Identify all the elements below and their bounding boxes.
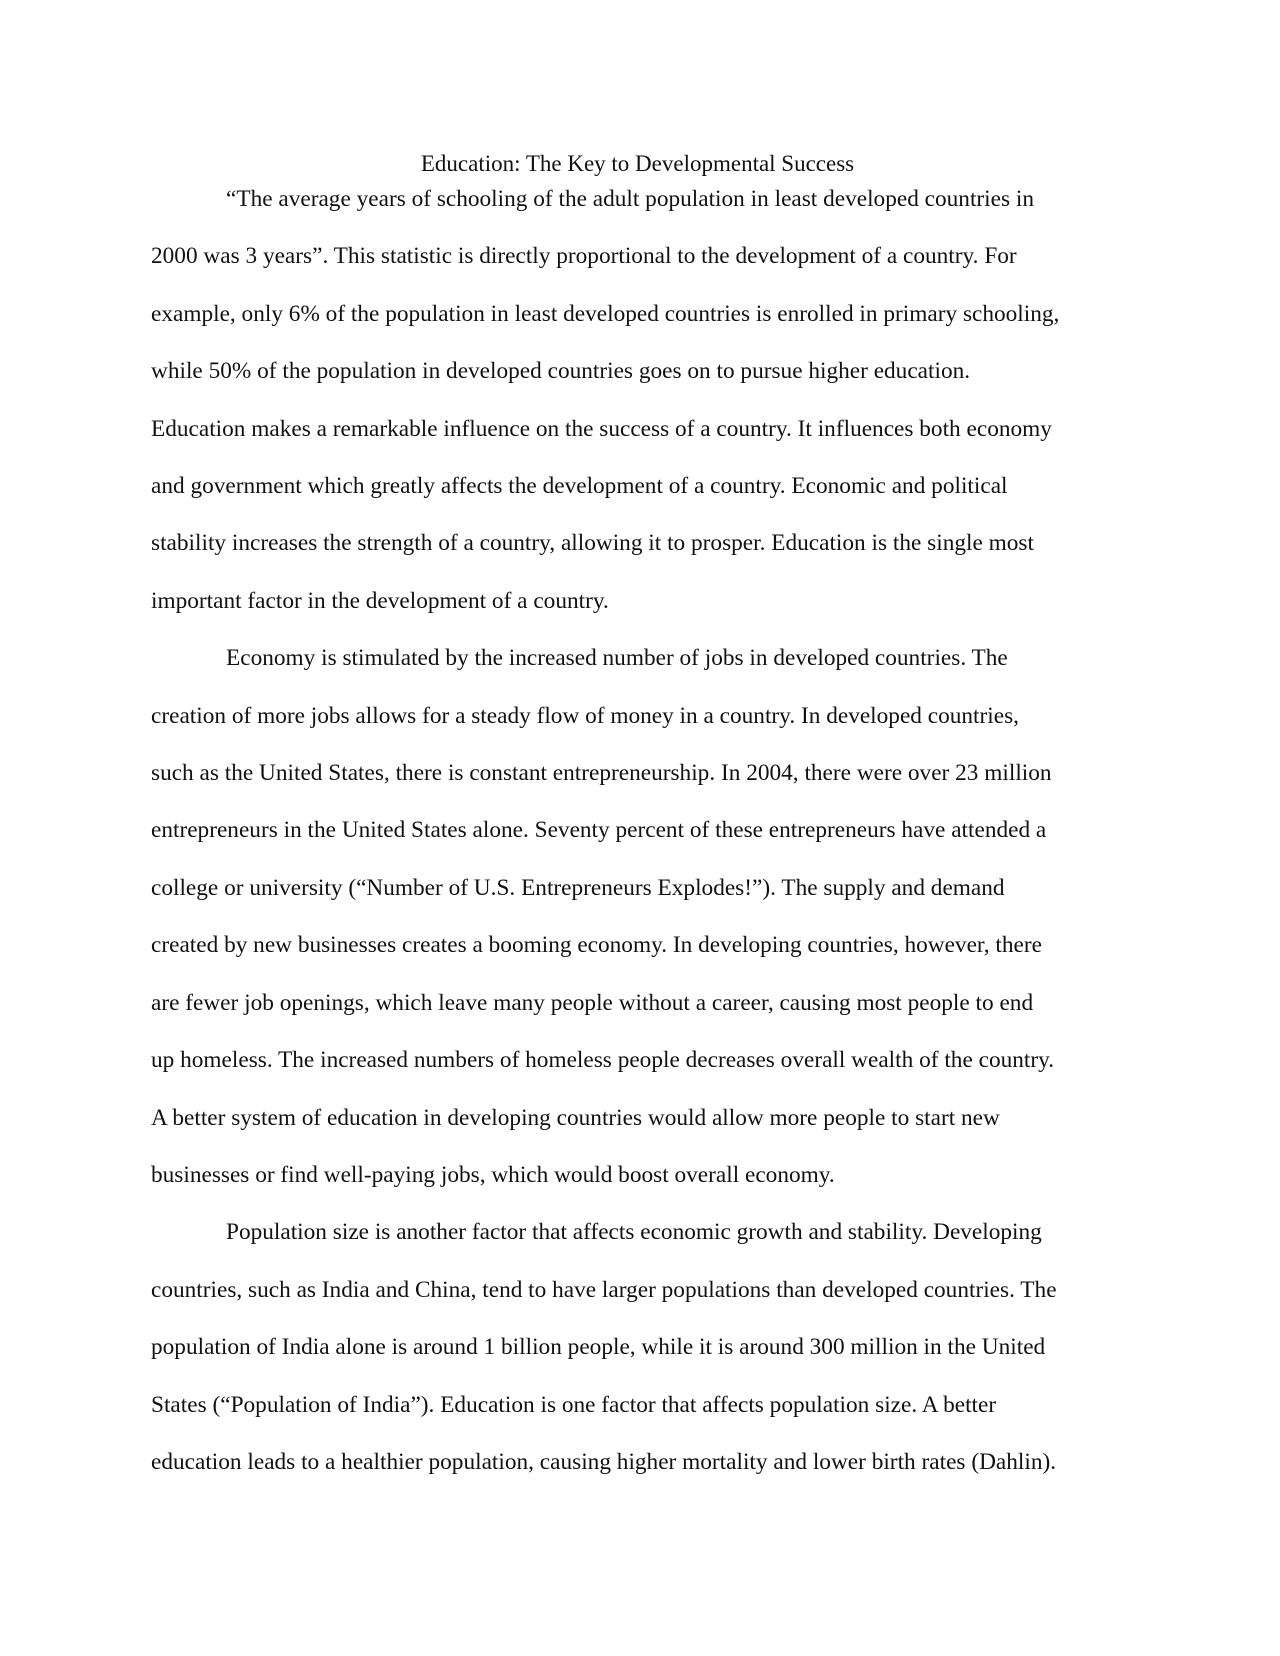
paragraph-2	[151, 630, 1136, 1204]
document-body	[151, 171, 1136, 1491]
text-line: Education makes a remarkable influence on the success of a country. It influences both economy	[151, 415, 1052, 442]
text-line: while 50% of the population in developed countries goes on to pursue higher education.	[151, 358, 971, 385]
text-line: up homeless. The increased numbers of homeless people decreases overall wealth of the country.	[151, 1047, 1055, 1074]
text-line: A better system of education in developing countries would allow more people to start new	[151, 1104, 1000, 1131]
text-line: and government which greatly affects the development of a country. Economic and political	[151, 473, 1008, 500]
text-line: States (“Population of India”). Education is one factor that affects population size. A better	[151, 1391, 997, 1418]
text-line: “The average years of schooling of the adult population in least developed countries in	[226, 186, 1035, 212]
paragraph-3	[151, 1204, 1136, 1491]
text-line: entrepreneurs in the United States alone. Seventy percent of these entrepreneurs have attended a	[151, 817, 1047, 844]
text-line: Population size is another factor that affects economic growth and stability. Developing	[226, 1219, 1042, 1246]
text-line: Economy is stimulated by the increased number of jobs in developed countries. The	[226, 645, 1008, 672]
text-line: population of India alone is around 1 billion people, while it is around 300 million in the United	[151, 1334, 1046, 1361]
paragraph-1	[151, 171, 1136, 630]
text-line: businesses or find well-paying jobs, which would boost overall economy.	[151, 1161, 835, 1188]
text-line: important factor in the development of a country.	[151, 587, 609, 614]
text-line: education leads to a healthier population, causing higher mortality and lower birth rates (Dahlin).	[151, 1448, 1057, 1475]
document-title: Education: The Key to Developmental Success	[420, 151, 855, 176]
text-line: 2000 was 3 years”. This statistic is directly proportional to the development of a country. For	[151, 243, 1017, 270]
text-line: are fewer job openings, which leave many people without a career, causing most people to end	[151, 989, 1034, 1016]
text-line: stability increases the strength of a country, allowing it to prosper. Education is the single most	[151, 530, 1034, 557]
text-line: example, only 6% of the population in least developed countries is enrolled in primary schooling,	[151, 300, 1060, 327]
text-line: countries, such as India and China, tend to have larger populations than developed countries. The	[151, 1276, 1057, 1303]
text-line: such as the United States, there is constant entrepreneurship. In 2004, there were over 23 million	[151, 760, 1052, 787]
text-line: college or university (“Number of U.S. Entrepreneurs Explodes!”). The supply and demand	[151, 874, 1005, 901]
text-line: creation of more jobs allows for a steady flow of money in a country. In developed countries,	[151, 702, 1019, 729]
text-line: created by new businesses creates a booming economy. In developing countries, however, there	[151, 932, 1042, 959]
